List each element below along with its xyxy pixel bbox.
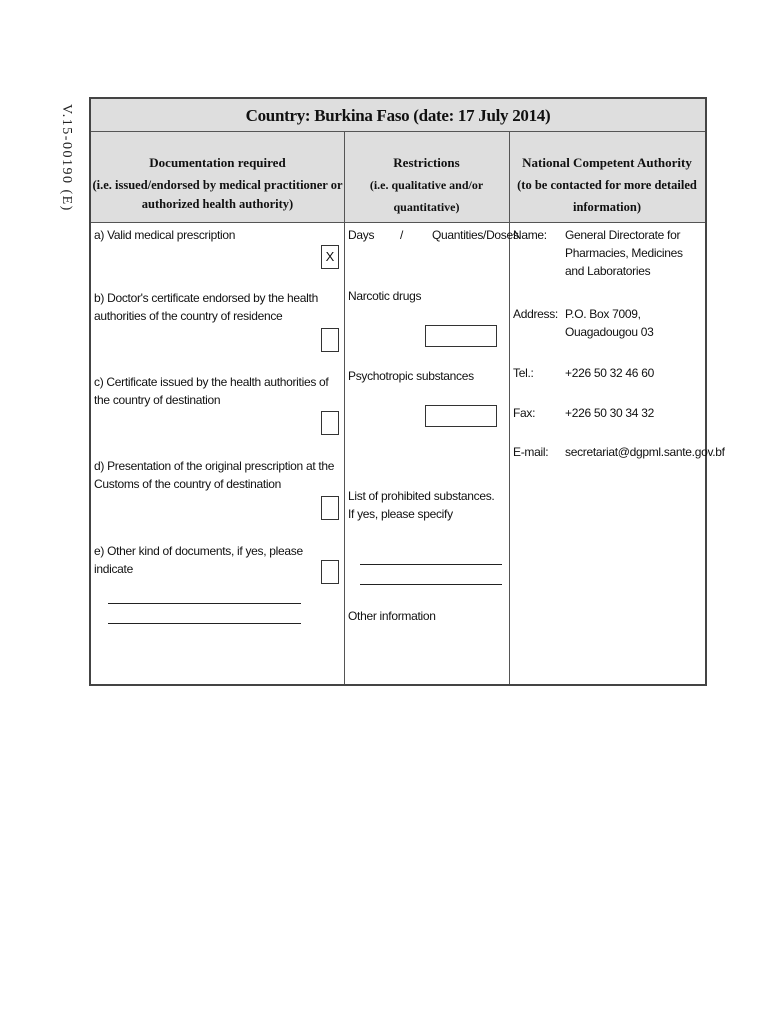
authority-address-label: Address: xyxy=(513,307,558,321)
header-authority-sub2: information) xyxy=(572,200,642,214)
restrictions-days: Days xyxy=(348,228,375,242)
other-info-label: Other information xyxy=(348,609,436,623)
doc-a-checkbox[interactable]: X xyxy=(321,245,339,269)
header-restrictions xyxy=(344,132,509,222)
document-code: V.15-00190 (E) xyxy=(59,104,74,212)
psychotropic-input[interactable] xyxy=(425,405,497,427)
header-authority-title: National Competent Authority xyxy=(522,155,692,170)
header-documentation-title: Documentation required xyxy=(149,155,286,170)
header-row xyxy=(91,132,705,223)
doc-d-label: d) Presentation of the original prescription at the Customs of the country of destination xyxy=(94,459,335,491)
column-divider-2 xyxy=(509,132,510,684)
prohibited-line-1[interactable] xyxy=(360,564,502,565)
authority-name-label: Name: xyxy=(513,228,547,242)
doc-e-label: e) Other kind of documents, if yes, please indicate xyxy=(94,544,303,576)
doc-e-line-2[interactable] xyxy=(108,623,301,624)
narcotic-label: Narcotic drugs xyxy=(348,289,422,303)
prohibited-line-2[interactable] xyxy=(360,584,502,585)
authority-address-value: P.O. Box 7009, Ouagadougou 03 xyxy=(565,307,654,339)
doc-d-checkbox[interactable] xyxy=(321,496,339,520)
header-restrictions-title: Restrictions xyxy=(393,155,460,170)
authority-tel-value: +226 50 32 46 60 xyxy=(565,366,654,380)
header-authority xyxy=(509,132,705,222)
doc-a-label: a) Valid medical prescription xyxy=(94,228,236,242)
header-restrictions-sub: (i.e. qualitative and/or quantitative) xyxy=(369,178,484,214)
narcotic-input[interactable] xyxy=(425,325,497,347)
restrictions-quantities: Quantities/Doses xyxy=(432,228,519,242)
doc-e-checkbox[interactable] xyxy=(321,560,339,584)
authority-tel-label: Tel.: xyxy=(513,366,534,380)
doc-c-checkbox[interactable] xyxy=(321,411,339,435)
doc-b-checkbox[interactable] xyxy=(321,328,339,352)
column-divider-1 xyxy=(344,132,345,684)
restrictions-slash: / xyxy=(400,228,404,242)
doc-e-line-1[interactable] xyxy=(108,603,301,604)
authority-fax-value: +226 50 30 34 32 xyxy=(565,406,654,420)
header-documentation-sub1: (i.e. issued/endorsed by medical practitioner or xyxy=(92,178,343,192)
authority-email-label: E-mail: xyxy=(513,445,549,459)
psychotropic-label: Psychotropic substances xyxy=(348,369,474,383)
header-authority-sub1: (to be contacted for more detailed xyxy=(517,178,697,192)
form-title: Country: Burkina Faso (date: 17 July 2014) xyxy=(91,99,705,132)
authority-email-value: secretariat@dgpml.sante.gov.bf xyxy=(565,445,725,459)
doc-c-label: c) Certificate issued by the health authorities of the country of destination xyxy=(94,375,329,407)
authority-name-value: General Directorate for Pharmacies, Medicines and Laboratories xyxy=(565,228,683,278)
header-documentation-sub2: authorized health authority) xyxy=(141,197,294,211)
header-documentation xyxy=(91,132,344,222)
prohibited-label: List of prohibited substances. If yes, please specify xyxy=(348,489,495,521)
doc-b-label: b) Doctor's certificate endorsed by the health authorities of the country of residence xyxy=(94,291,318,323)
authority-fax-label: Fax: xyxy=(513,406,536,420)
country-form xyxy=(89,97,725,686)
